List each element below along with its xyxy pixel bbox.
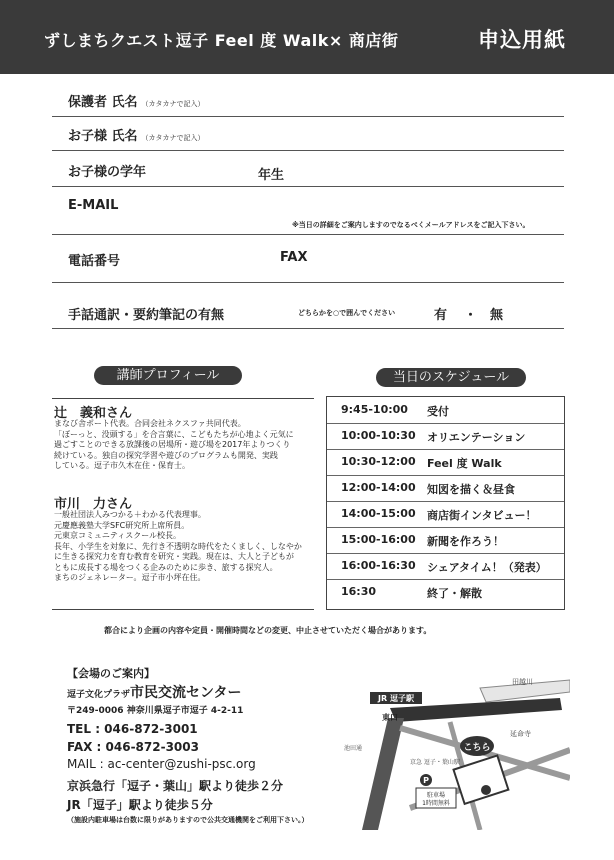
schedule-row: 15:00-16:00 新聞を作ろう！: [327, 527, 564, 554]
schedule-row: 10:00-10:30 オリエンテーション: [327, 423, 564, 450]
schedule-box: [326, 396, 565, 610]
east-exit-label: 東口: [382, 713, 398, 722]
schedule-row: 16:30 終了・解散: [341, 585, 482, 600]
venue-map: [330, 658, 570, 830]
venue-fax: FAX : 046-872-3003: [67, 740, 199, 754]
keikyu-railway: [362, 718, 404, 830]
grade-label: お子様の学年: [68, 165, 147, 180]
event-title: ずしまちクエスト逗子 Feel 度 Walk× 商店街: [44, 31, 399, 50]
schedule-row: 16:00-16:30 シェアタイム！（発表）: [327, 553, 564, 580]
option-yes[interactable]: 有: [434, 308, 448, 323]
temple-label: 延命寺: [510, 730, 531, 738]
schedule-row: 14:00-15:00 商店街インタビュー！: [327, 501, 564, 528]
phone-label: 電話番号: [68, 254, 121, 269]
profile-1-text: まなび舎ポート代表。合同会社ネクスファ共同代表。 「ぼーっと、没頭する」を合言葉に、こどもたちが心地よく元気に 過ごすことのできる放課後の居場所・遊び場を2017年よりつくり 続けている。独自の探究学習や遊びのプログラムも開発、実践 している。逗子市久木在住・保育士。: [54, 419, 294, 470]
change-notice: 都合により企画の内容や定員・開催時間などの変更、中止させていただく場合があります。: [104, 626, 432, 635]
parking-label: 駐車場: [426, 792, 446, 799]
email-note: ※当日の詳細をご案内しますのでなるべくメールアドレスをご記入下さい。: [292, 221, 530, 229]
child-name-field[interactable]: [52, 116, 564, 151]
email-field[interactable]: [52, 186, 564, 235]
option-separator: ・: [464, 308, 478, 323]
venue-marker: [481, 785, 491, 795]
venue-name: 逗子文化プラザ市民交流センター: [67, 685, 242, 701]
guardian-name-note: （カタカナで記入）: [141, 100, 205, 108]
profile-heading: 講師プロフィール: [94, 366, 242, 385]
child-name-label: お子様 氏名: [68, 129, 138, 144]
schedule-row: 12:00-14:00 知図を描く＆昼食: [327, 475, 564, 502]
parking-note: （施設内駐車場は台数に限りがありますので公共交通機関をご利用下さい。）: [67, 816, 309, 824]
sign-language-field[interactable]: [52, 282, 564, 329]
schedule-heading: 当日のスケジュール: [376, 368, 526, 387]
venue-heading: 【会場のご案内】: [67, 667, 155, 680]
schedule-row: 10:30-12:00 Feel 度 Walk: [327, 449, 564, 476]
email-label: E-MAIL: [68, 198, 119, 213]
jr-station-label: JR 逗子駅: [378, 694, 414, 703]
fax-label: FAX: [280, 250, 308, 265]
grade-unit: 年生: [258, 168, 285, 183]
sign-language-note: どちらかを○で囲んでください: [298, 309, 396, 317]
parking-icon-letter: P: [423, 776, 429, 785]
street-label: 池田通: [344, 745, 363, 752]
here-label: こちら: [463, 743, 491, 753]
parking-sub-label: 1時間無料: [422, 800, 450, 807]
grade-field[interactable]: [52, 150, 564, 187]
child-name-note: （カタカナで記入）: [141, 134, 205, 142]
profile-2-text: 一般社団法人みつかる＋わかる代表理事。 元慶應義塾大学SFC研究所上席所員。 元東京コミュニティスクール校長。 長年、小学生を対象に、先行き不透明な時代をたくましく、しなやか に生きる探究力を育む教育を研究・実践。現在は、大人と子どもが ともに成長する場をつくる企みのために歩き、旅する探究人。 まちのジェネレーター。逗子市小坪在住。: [54, 510, 302, 582]
river-label: 田越川: [512, 678, 533, 686]
profile-box: [52, 398, 314, 610]
schedule-row: 9:45-10:00 受付: [327, 397, 564, 424]
venue-address: 〒249-0006 神奈川県逗子市逗子 4-2-11: [67, 706, 244, 716]
option-no[interactable]: 無: [490, 308, 504, 323]
profile-1-name: 辻 義和さん: [54, 406, 133, 421]
header-bar: [0, 0, 614, 74]
venue-mail[interactable]: MAIL : ac-center@zushi-psc.org: [67, 757, 256, 771]
guardian-name-field[interactable]: [52, 82, 564, 117]
keikyu-station-label: 京急 逗子・葉山駅: [410, 759, 460, 766]
access-jr: JR「逗子」駅より徒歩５分: [67, 798, 213, 812]
guardian-name-label: 保護者 氏名: [68, 95, 138, 110]
access-keikyu: 京浜急行「逗子・葉山」駅より徒歩２分: [67, 779, 284, 793]
profile-2-name: 市川 力さん: [54, 497, 133, 512]
sign-language-label: 手話通訳・要約筆記の有無: [68, 308, 225, 323]
phone-field[interactable]: [52, 234, 564, 283]
form-title: 申込用紙: [478, 28, 566, 52]
venue-tel: TEL : 046-872-3001: [67, 722, 198, 736]
